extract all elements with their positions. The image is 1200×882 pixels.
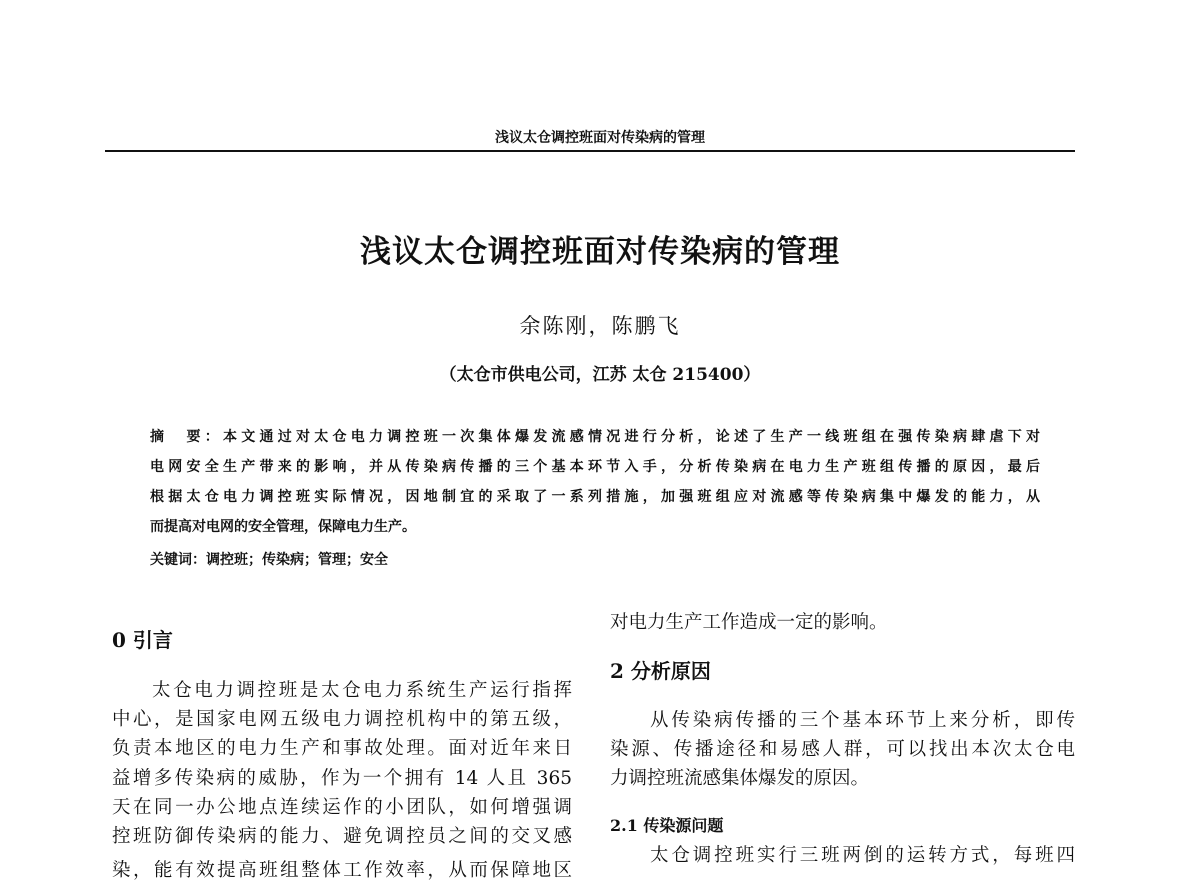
keywords-label: 关键词： [150,552,206,568]
body-line: 控班防御传染病的能力、避免调控员之间的交叉感 [112,826,572,847]
body-line: 天在同一办公地点连续运作的小团队，如何增强调 [112,797,572,818]
subsection-heading: 2.1 传染源问题 [610,816,724,835]
body-line: 从传染病传播的三个基本环节上来分析，即传 [650,710,1075,731]
running-header: 浅议太仓调控班面对传染病的管理 [495,130,705,146]
abstract-line: 根据太仓电力调控班实际情况，因地制宜的采取了一系列措施，加强班组应对流感等传染病集中爆发的能力，从 [150,489,1040,505]
body-line: 力调控班流感集体爆发的原因。 [610,768,870,789]
body-line: 对电力生产工作造成一定的影响。 [610,612,888,633]
body-line: 染，能有效提高班组整体工作效率，从而保障地区 [112,860,572,881]
body-line: 中心，是国家电网五级电力调控机构中的第五级， [112,709,572,730]
body-line: 太仓电力调控班是太仓电力系统生产运行指挥 [152,680,572,701]
body-line: 太仓调控班实行三班两倒的运转方式，每班四 [650,845,1075,866]
section-heading-analysis: 2 分析原因 [610,659,711,683]
affiliation: （太仓市供电公司，江苏 太仓 215400） [439,365,761,385]
abstract-text: 本文通过对太仓电力调控班一次集体爆发流感情况进行分析，论述了生产一线班组在强传染病肆虐下对 [223,429,1040,445]
body-line: 染源、传播途径和易感人群，可以找出本次太仓电 [610,739,1075,760]
abstract-label: 摘 要： [150,429,223,445]
abstract-line [150,426,1040,446]
body-line: 益增多传染病的威胁，作为一个拥有 14 人且 365 [112,768,572,789]
abstract-line: 电网安全生产带来的影响，并从传染病传播的三个基本环节入手，分析传染病在电力生产班组传播的原因，最后 [150,459,1040,475]
keywords [150,549,1040,569]
section-heading-intro: 0 引言 [112,628,173,652]
abstract-line: 而提高对电网的安全管理，保障电力生产。 [150,519,416,535]
paper-title: 浅议太仓调控班面对传染病的管理 [360,234,840,270]
body-line: 负责本地区的电力生产和事故处理。面对近年来日 [112,738,572,759]
header-rule [105,150,1075,152]
authors: 余陈刚，陈鹏飞 [519,314,681,338]
keywords-text: 调控班；传染病；管理；安全 [206,552,388,568]
